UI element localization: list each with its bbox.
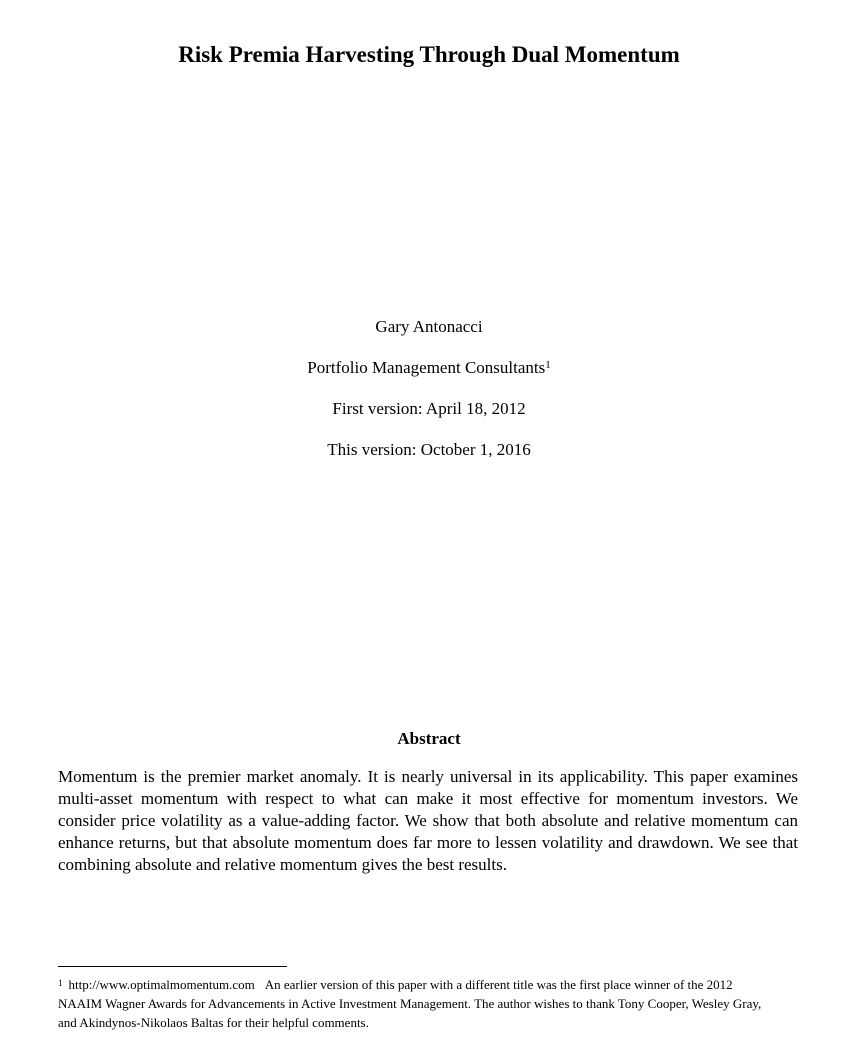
- abstract-heading: Abstract: [397, 729, 461, 748]
- affiliation-text: Portfolio Management Consultants: [307, 358, 546, 377]
- paper-title: Risk Premia Harvesting Through Dual Momentum: [178, 42, 680, 67]
- this-version-date: This version: October 1, 2016: [327, 440, 531, 459]
- footnote-url[interactable]: http://www.optimalmomentum.com: [68, 977, 255, 992]
- affiliation-footnote-mark: 1: [545, 359, 551, 371]
- footnote: [58, 975, 778, 1032]
- abstract-text: Momentum is the premier market anomaly. It is nearly universal in its applicability. This paper examines multi-asset momentum with respect to what can make it most effective for momentum investors. We consider price volatility as a value-adding factor. We show that both absolute and relative momentum can enhance returns, but that absolute momentum does far more to lessen volatility and drawdown. We see that combining absolute and relative momentum gives the best results.: [58, 767, 798, 874]
- affiliation: [0, 357, 841, 379]
- first-version-date: First version: April 18, 2012: [332, 399, 526, 418]
- footnote-divider: [58, 966, 287, 967]
- author-name: Gary Antonacci: [375, 317, 483, 336]
- footnote-mark: 1: [58, 978, 63, 988]
- footnote-text: An earlier version of this paper with a different title was the first place winner of the 2012 NAAIM Wagner Awards for Advancements in Active Investment Management. The author wishes to thank Tony Cooper, Wesley Gray, and Akindynos-Nikolaos Baltas for their helpful comments.: [58, 977, 762, 1030]
